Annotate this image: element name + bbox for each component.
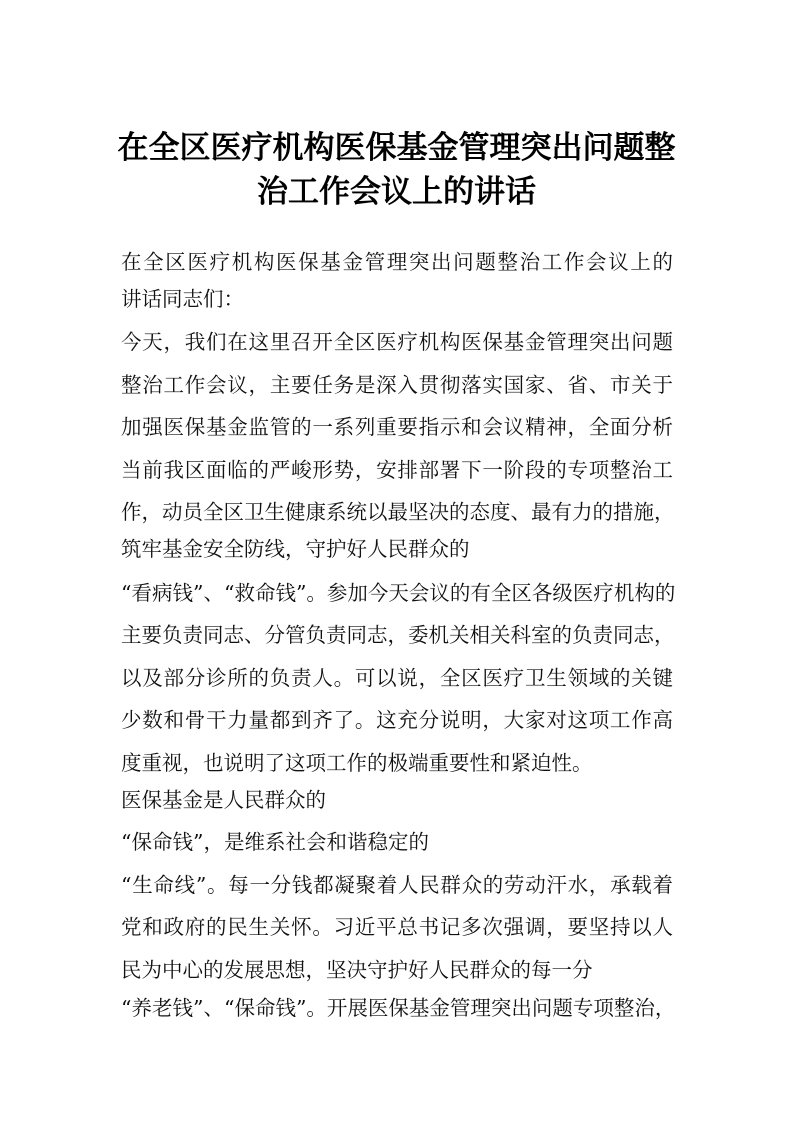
- body-text-line: 度重视，也说明了这项工作的极端重要性和紧迫性。: [121, 751, 593, 775]
- body-text-line: “保命钱”，是维系社会和谐稳定的: [121, 830, 429, 854]
- body-text-line: 作，动员全区卫生健康系统以最坚决的态度、最有力的措施，: [121, 500, 675, 524]
- body-text-line: 在全区医疗机构医保基金管理突出问题整治工作会议上的: [121, 250, 673, 274]
- body-text-line: “生命线”。每一分钱都凝聚着人民群众的劳动汗水，承载着: [121, 873, 673, 897]
- body-text-line: 整治工作会议，主要任务是深入贯彻落实国家、省、市关于: [121, 373, 673, 397]
- body-text-line: 当前我区面临的严峻形势，安排部署下一阶段的专项整治工: [121, 458, 673, 482]
- body-text-line: 筑牢基金安全防线，守护好人民群众的: [121, 537, 470, 561]
- body-text-line: 医保基金是人民群众的: [121, 788, 326, 812]
- body-text-line: 加强医保基金监管的一系列重要指示和会议精神，全面分析: [121, 415, 673, 439]
- body-text-line: “养老钱”、“保命钱”。开展医保基金管理突出问题专项整治，: [121, 996, 676, 1020]
- body-text-line: 主要负责同志、分管负责同志，委机关相关科室的负责同志，: [121, 623, 675, 647]
- document-title-line-2: 治工作会议上的讲话: [257, 174, 536, 210]
- body-text-line: 以及部分诊所的负责人。可以说，全区医疗卫生领域的关键: [121, 666, 673, 690]
- body-text-line: 少数和骨干力量都到齐了。这充分说明，大家对这项工作高: [121, 708, 673, 732]
- body-text-line: 民为中心的发展思想，坚决守护好人民群众的每一分: [121, 958, 593, 982]
- document-title-line-1: 在全区医疗机构医保基金管理突出问题整: [117, 130, 676, 166]
- body-text-line: 讲话同志们：: [121, 287, 244, 311]
- body-text-line: 今天，我们在这里召开全区医疗机构医保基金管理突出问题: [121, 330, 673, 354]
- body-text-line: “看病钱”、“救命钱”。参加今天会议的有全区各级医疗机构的: [121, 581, 676, 605]
- body-text-line: 党和政府的民生关怀。习近平总书记多次强调，要坚持以人: [121, 915, 673, 939]
